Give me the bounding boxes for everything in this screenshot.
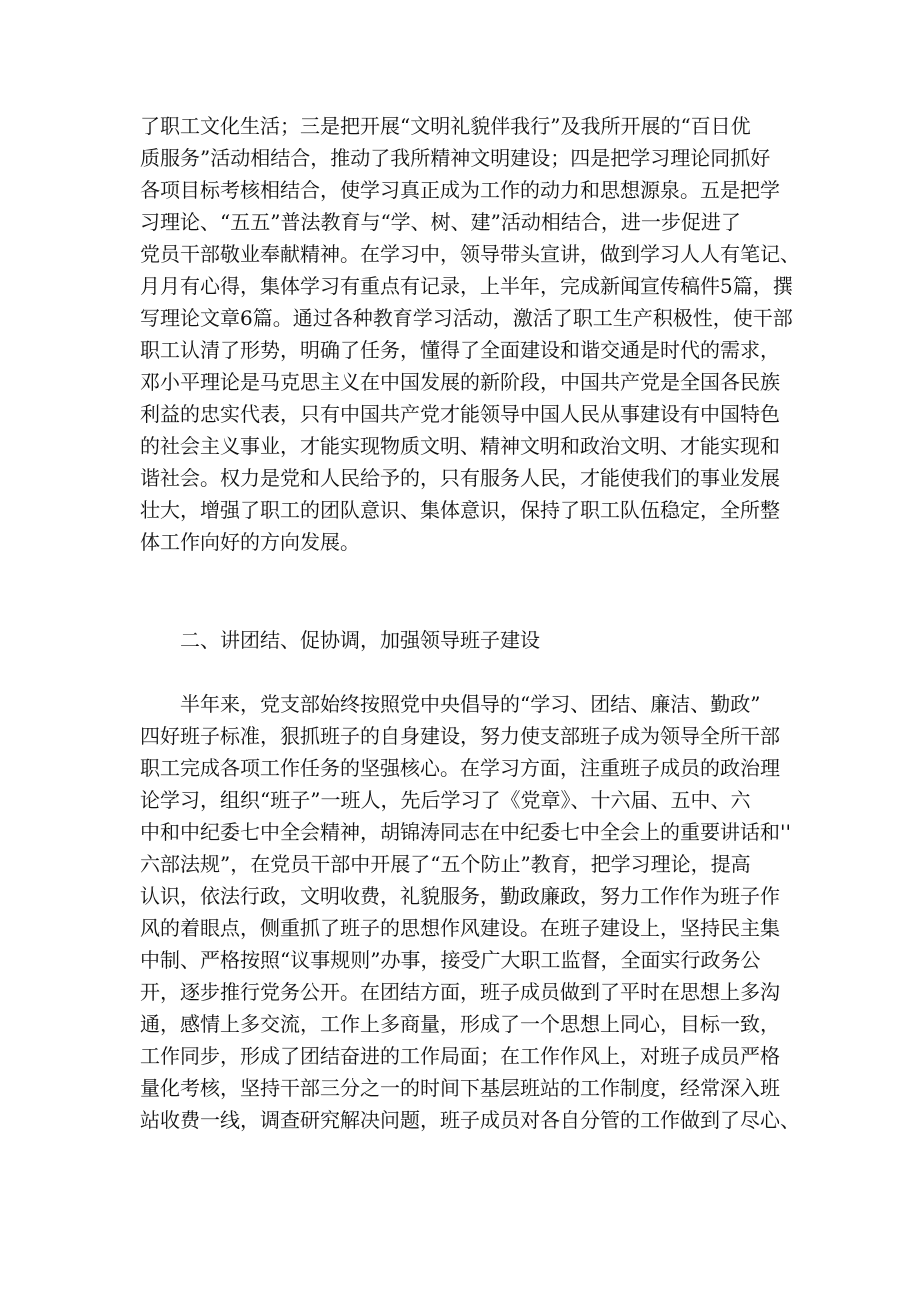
text-line: 六部法规”，在党员干部中开展了“五个防止”教育，把学习理论，提高 [140, 852, 751, 876]
text-line: 质服务”活动相结合，推动了我所精神文明建设；四是把学习理论同抓好 [140, 146, 771, 170]
text-line: 论学习，组织“班子”一班人，先后学习了《党章》、十六届、五中、六 [140, 788, 751, 812]
text-line: 职工认清了形势，明确了任务，懂得了全面建设和谐交通是时代的需求， [140, 338, 780, 362]
text-line: 利益的忠实代表，只有中国共产党才能领导中国人民从事建设有中国特色 [140, 402, 780, 426]
paragraph-1 [140, 110, 800, 558]
text-line: 写理论文章6篇。通过各种教育学习活动，激活了职工生产积极性，使干部 [140, 306, 793, 330]
text-line: 中和中纪委七中全会精神，胡锦涛同志在中纪委七中全会上的重要讲话和'' [140, 820, 791, 844]
text-line: 职工完成各项工作任务的坚强核心。在学习方面，注重班子成员的政治理 [140, 756, 780, 780]
text-line: 四好班子标准，狠抓班子的自身建设，努力使支部班子成为领导全所干部 [140, 724, 780, 748]
text-line: 壮大，增强了职工的团队意识、集体意识，保持了职工队伍稳定，全所整 [140, 498, 780, 522]
text-line: 风的着眼点，侧重抓了班子的思想作风建设。在班子建设上，坚持民主集 [140, 916, 780, 940]
text-line: 开，逐步推行党务公开。在团结方面，班子成员做到了平时在思想上多沟 [140, 980, 780, 1004]
text-line: 的社会主义事业，才能实现物质文明、精神文明和政治文明、才能实现和 [140, 434, 780, 458]
text-line: 中制、严格按照“议事规则”办事，接受广大职工监督，全面实行政务公 [140, 948, 761, 972]
text-line: 体工作向好的方向发展。 [140, 530, 360, 554]
section-heading: 二、讲团结、促协调，加强领导班子建设 [180, 628, 540, 652]
text-line: 半年来，党支部始终按照党中央倡导的“学习、团结、廉洁、勤政” [180, 692, 761, 716]
text-line: 量化考核，坚持干部三分之一的时间下基层班站的工作制度，经常深入班 [140, 1076, 780, 1100]
text-line: 邓小平理论是马克思主义在中国发展的新阶段，中国共产党是全国各民族 [140, 370, 780, 394]
text-line: 谐社会。权力是党和人民给予的，只有服务人民，才能使我们的事业发展 [140, 466, 780, 490]
text-line: 党员干部敬业奉献精神。在学习中，领导带头宣讲，做到学习人人有笔记、 [140, 242, 800, 266]
text-line: 站收费一线，调查研究解决问题，班子成员对各自分管的工作做到了尽心、 [140, 1108, 800, 1132]
text-line: 工作同步，形成了团结奋进的工作局面；在工作作风上，对班子成员严格 [140, 1044, 780, 1068]
text-line: 认识，依法行政，文明收费，礼貌服务，勤政廉政，努力工作作为班子作 [140, 884, 780, 908]
text-line: 通，感情上多交流，工作上多商量，形成了一个思想上同心，目标一致， [140, 1012, 780, 1036]
text-line: 习理论、“五五”普法教育与“学、树、建”活动相结合，进一步促进了 [140, 210, 741, 234]
paragraph-2 [140, 688, 800, 1136]
text-line: 月月有心得，集体学习有重点有记录，上半年，完成新闻宣传稿件5篇，撰 [140, 274, 793, 298]
text-line: 各项目标考核相结合，使学习真正成为工作的动力和思想源泉。五是把学 [140, 178, 780, 202]
text-line: 了职工文化生活；三是把开展“文明礼貌伴我行”及我所开展的“百日优 [140, 114, 751, 138]
